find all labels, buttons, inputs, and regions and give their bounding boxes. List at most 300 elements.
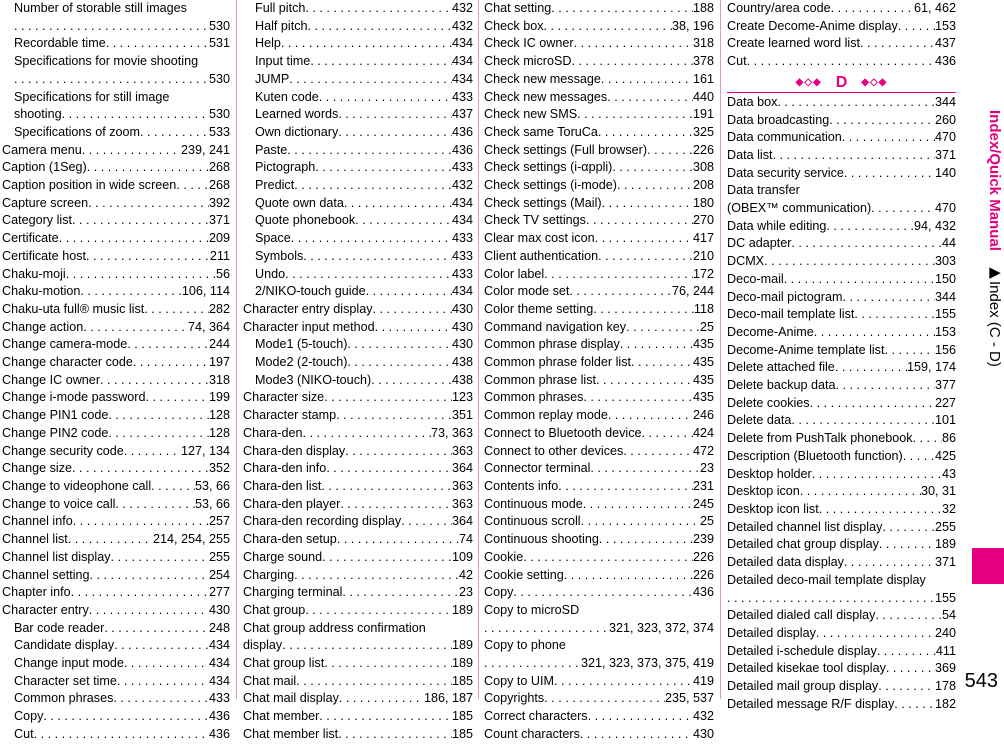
entry-page-ref[interactable]: 43 — [941, 466, 956, 481]
entry-page-ref[interactable]: 155 — [934, 590, 956, 605]
entry-page-ref[interactable]: 440 — [692, 89, 714, 104]
dot-leader — [108, 407, 209, 425]
entry-page-ref[interactable]: 214, 254, 255 — [152, 532, 230, 547]
entry-page-ref[interactable]: 153 — [934, 324, 956, 339]
entry-page-ref[interactable]: 470 — [934, 130, 956, 145]
entry-page-ref[interactable]: 123 — [451, 390, 473, 405]
index-entry — [243, 248, 473, 266]
entry-page-ref[interactable]: 118 — [693, 301, 714, 316]
entry-page-ref[interactable]: 208 — [692, 178, 714, 193]
entry-term: Detailed message R/F display — [727, 696, 895, 711]
entry-page-ref[interactable]: 277 — [208, 585, 230, 600]
entry-page-ref[interactable]: 257 — [208, 514, 230, 529]
dot-leader — [816, 625, 935, 643]
dot-leader — [305, 0, 452, 18]
index-entry — [484, 496, 714, 514]
index-entry — [484, 35, 714, 53]
entry-page-ref[interactable]: 344 — [934, 289, 956, 304]
entry-term: Check settings (Full browser) — [484, 142, 648, 157]
page-number: 543 — [964, 670, 998, 692]
entry-term: Desktop icon list — [727, 501, 819, 516]
entry-page-ref[interactable]: 156 — [934, 342, 956, 357]
entry-page-ref[interactable]: 352 — [208, 461, 230, 476]
entry-page-ref[interactable]: 436 — [692, 585, 714, 600]
entry-page-ref[interactable]: 363 — [451, 443, 473, 458]
index-entry — [727, 289, 956, 307]
entry-page-ref[interactable]: 369 — [934, 661, 956, 676]
entry-page-ref[interactable]: 182 — [934, 696, 956, 711]
entry-term: Chara-den list — [243, 478, 322, 493]
entry-page-ref[interactable]: 425 — [934, 448, 956, 463]
entry-page-ref[interactable]: 434 — [451, 71, 473, 86]
index-entry — [243, 142, 473, 160]
entry-page-ref[interactable]: 435 — [692, 372, 714, 387]
dot-leader — [878, 678, 935, 696]
entry-term: Common phrase folder list — [484, 355, 631, 370]
entry-term: shooting — [14, 107, 62, 122]
entry-term: Capture screen — [2, 195, 89, 210]
entry-page-ref[interactable]: 209 — [208, 231, 230, 246]
index-entry — [727, 200, 956, 218]
entry-page-ref[interactable]: 226 — [692, 549, 714, 564]
entry-page-ref[interactable]: 363 — [451, 478, 473, 493]
entry-page-ref[interactable]: 437 — [451, 107, 473, 122]
entry-term: Camera menu — [2, 142, 82, 157]
entry-page-ref[interactable]: 436 — [208, 726, 230, 741]
dot-leader — [626, 319, 700, 337]
dot-leader — [296, 673, 452, 691]
dot-leader — [308, 18, 452, 36]
entry-page-ref[interactable]: 472 — [692, 443, 714, 458]
entry-page-ref[interactable]: 434 — [208, 656, 230, 671]
index-entry — [243, 266, 473, 284]
dot-leader — [355, 212, 452, 230]
entry-page-ref[interactable]: 128 — [208, 408, 230, 423]
index-entry — [2, 726, 230, 744]
entry-page-ref[interactable]: 246 — [692, 408, 714, 423]
entry-page-ref[interactable]: 127, 134 — [180, 443, 230, 458]
entry-page-ref[interactable]: 371 — [934, 555, 956, 570]
entry-page-ref[interactable]: 106, 114 — [181, 284, 230, 299]
entry-page-ref[interactable]: 434 — [451, 213, 473, 228]
index-entry — [2, 637, 230, 655]
entry-page-ref[interactable]: 197 — [208, 355, 230, 370]
dot-leader — [484, 655, 581, 673]
index-entry — [243, 407, 473, 425]
entry-page-ref[interactable]: 254 — [208, 567, 230, 582]
entry-page-ref[interactable]: 363 — [451, 496, 473, 511]
entry-page-ref[interactable]: 530 — [208, 71, 230, 86]
entry-page-ref[interactable]: 438 — [451, 355, 473, 370]
entry-term: Half pitch — [255, 18, 308, 33]
entry-page-ref[interactable]: 25 — [699, 514, 714, 529]
entry-page-ref[interactable]: 530 — [208, 18, 230, 33]
index-entry — [727, 572, 956, 590]
dot-leader — [339, 690, 424, 708]
section-heading — [727, 74, 956, 93]
entry-page-ref[interactable]: 371 — [934, 147, 956, 162]
entry-term: Change action — [2, 319, 84, 334]
dot-leader — [326, 460, 452, 478]
entry-page-ref[interactable]: 74, 364 — [187, 319, 230, 334]
index-entry — [2, 567, 230, 585]
entry-term: Correct characters — [484, 709, 588, 724]
dot-leader — [319, 89, 452, 107]
dot-leader — [903, 448, 935, 466]
index-entry — [2, 248, 230, 266]
entry-term: Create learned word list — [727, 36, 860, 51]
section-subtitle: ▶Index (C - D) — [986, 263, 1003, 367]
entry-term: Color theme setting — [484, 301, 594, 316]
entry-page-ref[interactable]: 533 — [208, 124, 230, 139]
entry-page-ref[interactable]: 244 — [208, 337, 230, 352]
dot-leader — [72, 460, 209, 478]
index-entry — [243, 106, 473, 124]
entry-page-ref[interactable]: 155 — [934, 307, 956, 322]
entry-page-ref[interactable]: 227 — [934, 395, 956, 410]
index-entry — [727, 466, 956, 484]
index-entry — [484, 389, 714, 407]
entry-term: Data transfer — [727, 183, 800, 198]
entry-page-ref[interactable]: 76, 244 — [671, 284, 714, 299]
entry-page-ref[interactable]: 268 — [208, 178, 230, 193]
dot-leader — [322, 549, 452, 567]
entry-page-ref[interactable]: 434 — [451, 54, 473, 69]
entry-page-ref[interactable]: 364 — [451, 461, 473, 476]
entry-page-ref[interactable]: 240 — [934, 625, 956, 640]
entry-page-ref[interactable]: 186, 187 — [423, 691, 473, 706]
index-entry — [727, 165, 956, 183]
entry-page-ref[interactable]: 434 — [451, 195, 473, 210]
dot-leader — [831, 0, 914, 18]
dot-leader — [612, 159, 693, 177]
entry-page-ref[interactable]: 23 — [458, 585, 473, 600]
entry-page-ref[interactable]: 417 — [692, 231, 714, 246]
entry-term: Chapter info — [2, 585, 71, 600]
dot-leader — [800, 483, 921, 501]
entry-page-ref[interactable]: 470 — [934, 201, 956, 216]
entry-page-ref[interactable]: 150 — [934, 271, 956, 286]
entry-page-ref[interactable]: 255 — [934, 519, 956, 534]
dot-leader — [321, 478, 452, 496]
index-entry — [484, 372, 714, 390]
entry-page-ref[interactable]: 56 — [215, 266, 230, 281]
entry-term: Channel list — [2, 532, 68, 547]
entry-page-ref[interactable]: 211 — [209, 248, 230, 263]
entry-page-ref[interactable]: 189 — [451, 602, 473, 617]
index-entry — [484, 71, 714, 89]
entry-term: Number of storable still images — [14, 1, 187, 15]
dot-leader — [747, 53, 935, 71]
entry-page-ref[interactable]: 188 — [692, 1, 714, 15]
dot-leader — [727, 590, 935, 608]
index-entry — [727, 678, 956, 696]
index-entry — [484, 177, 714, 195]
entry-page-ref[interactable]: 239 — [692, 532, 714, 547]
entry-page-ref[interactable]: 53, 66 — [194, 496, 230, 511]
entry-page-ref[interactable]: 61, 462 — [913, 1, 956, 15]
column-divider — [720, 0, 721, 699]
entry-page-ref[interactable]: 433 — [208, 691, 230, 706]
entry-page-ref[interactable]: 377 — [934, 378, 956, 393]
entry-term: Copy — [14, 709, 44, 724]
entry-term: Full pitch — [255, 1, 306, 15]
index-entry — [243, 18, 473, 36]
index-entry — [2, 71, 230, 89]
entry-page-ref[interactable]: 318 — [692, 36, 714, 51]
entry-page-ref[interactable]: 432 — [451, 178, 473, 193]
entry-term: Input time — [255, 54, 311, 69]
index-column-1 — [2, 0, 230, 744]
index-entry — [243, 336, 473, 354]
dot-leader — [287, 142, 452, 160]
entry-page-ref[interactable]: 25 — [699, 319, 714, 334]
index-entry — [2, 389, 230, 407]
entry-page-ref[interactable]: 433 — [451, 231, 473, 246]
dot-leader — [73, 513, 209, 531]
entry-term: Delete from PushTalk phonebook — [727, 431, 913, 446]
entry-term: Cut — [14, 726, 34, 741]
entry-page-ref[interactable]: 153 — [934, 18, 956, 33]
index-entry — [727, 448, 956, 466]
entry-page-ref[interactable]: 424 — [692, 425, 714, 440]
dot-leader — [617, 177, 693, 195]
index-entry — [484, 513, 714, 531]
entry-page-ref[interactable]: 531 — [208, 36, 230, 51]
index-entry — [2, 106, 230, 124]
entry-page-ref[interactable]: 94, 432 — [913, 218, 956, 233]
entry-page-ref[interactable]: 172 — [692, 266, 714, 281]
entry-page-ref[interactable]: 434 — [451, 36, 473, 51]
entry-page-ref[interactable]: 434 — [208, 638, 230, 653]
dot-leader — [324, 655, 452, 673]
entry-page-ref[interactable]: 109 — [451, 549, 473, 564]
entry-term: Detailed kisekae tool display — [727, 661, 886, 676]
dot-leader — [773, 147, 935, 165]
dot-leader — [607, 89, 693, 107]
dot-leader — [810, 395, 935, 413]
entry-page-ref[interactable]: 189 — [451, 656, 473, 671]
entry-term: 2/NIKO-touch guide — [255, 284, 366, 299]
index-entry — [727, 607, 956, 625]
entry-page-ref[interactable]: 255 — [208, 549, 230, 564]
entry-page-ref[interactable]: 430 — [451, 319, 473, 334]
index-sidebar — [972, 0, 1004, 699]
entry-page-ref[interactable]: 42 — [458, 567, 473, 582]
entry-page-ref[interactable]: 239, 241 — [180, 142, 230, 157]
entry-page-ref[interactable]: 432 — [451, 18, 473, 33]
entry-term: Character size — [243, 390, 325, 405]
entry-page-ref[interactable]: 433 — [451, 248, 473, 263]
entry-page-ref[interactable]: 419 — [692, 673, 714, 688]
index-entry — [484, 407, 714, 425]
entry-page-ref[interactable]: 128 — [208, 425, 230, 440]
entry-page-ref[interactable]: 325 — [692, 124, 714, 139]
index-entry — [484, 443, 714, 461]
index-entry — [484, 478, 714, 496]
entry-page-ref[interactable]: 435 — [692, 355, 714, 370]
entry-page-ref[interactable]: 433 — [451, 89, 473, 104]
entry-term: Detailed i-schedule display — [727, 643, 877, 658]
entry-page-ref[interactable]: 86 — [941, 431, 956, 446]
index-entry — [727, 18, 956, 36]
index-entry — [2, 690, 230, 708]
entry-page-ref[interactable]: 432 — [451, 1, 473, 15]
entry-page-ref[interactable]: 351 — [451, 408, 473, 423]
index-entry — [2, 336, 230, 354]
index-entry — [727, 235, 956, 253]
dot-leader — [294, 177, 452, 195]
entry-term: Channel setting — [2, 567, 90, 582]
entry-page-ref[interactable]: 210 — [692, 248, 714, 263]
entry-page-ref[interactable]: 436 — [934, 54, 956, 69]
entry-term: Quote phonebook — [255, 213, 356, 228]
entry-page-ref[interactable]: 438 — [451, 372, 473, 387]
entry-page-ref[interactable]: 73, 363 — [430, 425, 473, 440]
entry-term: Data broadcasting — [727, 112, 830, 127]
entry-term: Change i-mode password — [2, 390, 146, 405]
index-entry — [2, 673, 230, 691]
entry-page-ref[interactable]: 282 — [208, 301, 230, 316]
index-entry — [2, 124, 230, 142]
index-entry — [243, 637, 473, 655]
entry-page-ref[interactable]: 378 — [692, 54, 714, 69]
index-entry — [484, 283, 714, 301]
entry-page-ref[interactable]: 189 — [451, 638, 473, 653]
entry-page-ref[interactable]: 436 — [451, 142, 473, 157]
entry-page-ref[interactable]: 364 — [451, 514, 473, 529]
index-entry — [484, 0, 714, 18]
entry-page-ref[interactable]: 159, 174 — [906, 360, 956, 375]
entry-page-ref[interactable]: 54 — [941, 608, 956, 623]
entry-page-ref[interactable]: 161 — [692, 71, 714, 86]
entry-page-ref[interactable]: 435 — [692, 337, 714, 352]
entry-page-ref[interactable]: 32 — [941, 501, 956, 516]
index-entry — [484, 726, 714, 744]
entry-page-ref[interactable]: 437 — [934, 36, 956, 51]
entry-page-ref[interactable]: 436 — [451, 124, 473, 139]
entry-page-ref[interactable]: 321, 323, 373, 375, 419 — [580, 656, 714, 671]
entry-page-ref[interactable]: 30, 31 — [920, 484, 956, 499]
entry-page-ref[interactable]: 392 — [208, 195, 230, 210]
index-entry — [243, 0, 473, 18]
index-entry — [243, 655, 473, 673]
entry-page-ref[interactable]: 23 — [699, 461, 714, 476]
entry-page-ref[interactable]: 430 — [692, 726, 714, 741]
entry-page-ref[interactable]: 434 — [208, 673, 230, 688]
entry-page-ref[interactable]: 189 — [934, 537, 956, 552]
entry-page-ref[interactable]: 248 — [208, 620, 230, 635]
entry-page-ref[interactable]: 235, 537 — [664, 691, 714, 706]
index-entry — [243, 726, 473, 744]
entry-term: Help — [255, 36, 281, 51]
entry-page-ref[interactable]: 430 — [451, 337, 473, 352]
entry-term: Detailed deco-mail template display — [727, 572, 926, 587]
entry-page-ref[interactable]: 226 — [692, 567, 714, 582]
entry-page-ref[interactable]: 432 — [692, 709, 714, 724]
dot-leader — [87, 159, 209, 177]
index-entry — [727, 53, 956, 71]
entry-term: Change PIN1 code — [2, 408, 109, 423]
entry-page-ref[interactable]: 245 — [692, 496, 714, 511]
entry-term: Continuous scroll — [484, 514, 581, 529]
dot-leader — [83, 319, 188, 337]
entry-term: Character stamp — [243, 408, 337, 423]
index-entry — [2, 708, 230, 726]
entry-term: Charge sound — [243, 549, 323, 564]
entry-page-ref[interactable]: 226 — [692, 142, 714, 157]
entry-page-ref[interactable]: 270 — [692, 213, 714, 228]
dot-leader — [86, 248, 210, 266]
entry-page-ref[interactable]: 38, 196 — [671, 18, 714, 33]
entry-page-ref[interactable]: 101 — [934, 413, 956, 428]
entry-page-ref[interactable]: 433 — [451, 160, 473, 175]
index-entry — [243, 89, 473, 107]
entry-page-ref[interactable]: 303 — [934, 254, 956, 269]
index-entry — [727, 554, 956, 572]
entry-page-ref[interactable]: 411 — [935, 643, 956, 658]
index-entry — [2, 513, 230, 531]
index-entry — [2, 53, 230, 71]
entry-term: Delete data — [727, 413, 792, 428]
entry-page-ref[interactable]: 433 — [451, 266, 473, 281]
entry-page-ref[interactable]: 530 — [208, 107, 230, 122]
entry-page-ref[interactable]: 430 — [451, 301, 473, 316]
index-entry — [2, 266, 230, 284]
dot-leader — [111, 549, 209, 567]
entry-page-ref[interactable]: 231 — [692, 478, 714, 493]
entry-page-ref[interactable]: 318 — [208, 372, 230, 387]
entry-page-ref[interactable]: 140 — [934, 165, 956, 180]
column-divider — [478, 0, 479, 699]
entry-page-ref[interactable]: 191 — [692, 107, 714, 122]
entry-page-ref[interactable]: 344 — [934, 94, 956, 109]
dot-leader — [894, 696, 935, 714]
section-title: Index/Quick Manual — [986, 110, 1003, 251]
entry-page-ref[interactable]: 44 — [941, 236, 956, 251]
entry-page-ref[interactable]: 260 — [934, 112, 956, 127]
index-entry — [243, 319, 473, 337]
entry-term: Change camera-mode — [2, 337, 128, 352]
entry-page-ref[interactable]: 430 — [208, 602, 230, 617]
dot-leader — [898, 18, 935, 36]
entry-page-ref[interactable]: 268 — [208, 160, 230, 175]
entry-page-ref[interactable]: 308 — [692, 160, 714, 175]
entry-page-ref[interactable]: 434 — [451, 284, 473, 299]
dot-leader — [544, 266, 693, 284]
index-entry — [2, 372, 230, 390]
entry-page-ref[interactable]: 53, 66 — [194, 478, 230, 493]
entry-term: Data list — [727, 147, 773, 162]
entry-term: Data security service — [727, 165, 844, 180]
entry-page-ref[interactable]: 74 — [458, 532, 473, 547]
entry-page-ref[interactable]: 185 — [451, 709, 473, 724]
entry-term: display — [243, 638, 283, 653]
dot-leader — [144, 301, 209, 319]
dot-leader — [836, 377, 935, 395]
entry-page-ref[interactable]: 199 — [208, 390, 230, 405]
entry-page-ref[interactable]: 321, 323, 372, 374 — [608, 620, 714, 635]
entry-page-ref[interactable]: 185 — [451, 673, 473, 688]
entry-page-ref[interactable]: 185 — [451, 726, 473, 741]
entry-page-ref[interactable]: 435 — [692, 390, 714, 405]
dot-leader — [347, 336, 452, 354]
entry-page-ref[interactable]: 436 — [208, 709, 230, 724]
entry-page-ref[interactable]: 178 — [934, 679, 956, 694]
entry-page-ref[interactable]: 180 — [692, 195, 714, 210]
entry-term: Count characters — [484, 726, 580, 741]
entry-page-ref[interactable]: 371 — [208, 213, 230, 228]
